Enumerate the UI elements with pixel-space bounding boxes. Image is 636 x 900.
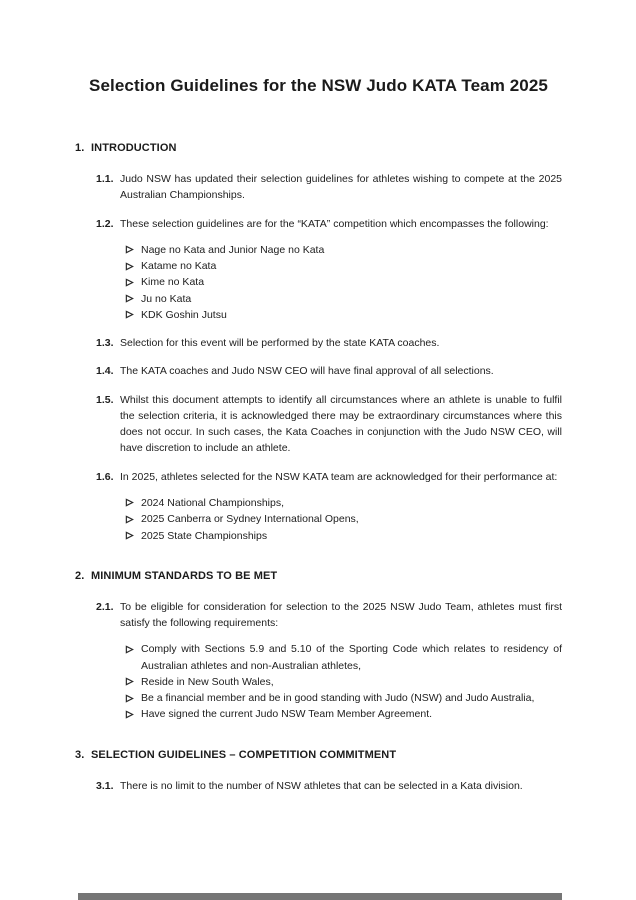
events-list [120, 495, 562, 544]
paragraph-1-4 [75, 363, 562, 379]
bullet-text: Nage no Kata and Junior Nage no Kata [141, 243, 325, 256]
section-number: 3. [75, 748, 85, 761]
arrowhead-bullet-icon [125, 262, 134, 271]
bullet-item [120, 291, 562, 307]
paragraph-number: 1.4. [96, 365, 114, 378]
bullet-item [120, 511, 562, 527]
paragraph-text: In 2025, athletes selected for the NSW KATA team are acknowledged for their performance at: [120, 470, 558, 483]
bullet-text: Reside in New South Wales, [141, 675, 274, 688]
paragraph-text: To be eligible for consideration for selection to the 2025 NSW Judo Team, athletes must first satisfy the following requirements: [120, 600, 562, 630]
arrowhead-bullet-icon [125, 498, 134, 507]
bullet-text: Have signed the current Judo NSW Team Member Agreement. [141, 708, 433, 721]
arrowhead-bullet-icon [125, 710, 134, 719]
bullet-item [120, 258, 562, 274]
paragraph-text: Judo NSW has updated their selection guidelines for athletes wishing to compete at the 2025 Australian Championships. [120, 173, 562, 202]
document-title: Selection Guidelines for the NSW Judo KATA Team 2025 [89, 76, 548, 95]
bullet-text: Katame no Kata [141, 260, 217, 273]
section-heading [75, 570, 562, 582]
bullet-text: Kime no Kata [141, 276, 205, 289]
paragraph-1-3 [75, 335, 562, 351]
bullet-item [120, 242, 562, 258]
section-heading [75, 749, 562, 761]
paragraph-number: 2.1. [96, 600, 114, 613]
paragraph-1-6 [75, 469, 562, 544]
bullet-item [120, 528, 562, 544]
paragraph-number: 1.1. [96, 173, 114, 185]
bullet-text: 2025 State Championships [141, 529, 268, 542]
requirements-list [120, 641, 562, 722]
arrowhead-bullet-icon [125, 677, 134, 686]
paragraph-text: Whilst this document attempts to identify all circumstances where an athlete is unable to fulfil the selection criteria, it is acknowledged there may be extraordinary circumstances where this does not occur. In such cases, the Kata Coaches in conjunction with the Judo NSW CEO, will have discretion to include an athlete. [120, 393, 562, 455]
bullet-text: 2025 Canberra or Sydney International Opens, [141, 513, 359, 526]
section-title: INTRODUCTION [91, 142, 177, 154]
bullet-text: Ju no Kata [141, 292, 192, 305]
bullet-text: Be a financial member and be in good standing with Judo (NSW) and Judo Australia, [141, 692, 535, 705]
bullet-item [120, 706, 562, 722]
arrowhead-bullet-icon [125, 515, 134, 524]
paragraph-1-5 [75, 392, 562, 457]
paragraph-number: 3.1. [96, 779, 114, 792]
paragraph-number: 1.6. [96, 470, 114, 483]
section-introduction [75, 142, 562, 544]
section-number: 1. [75, 142, 85, 154]
paragraph-text: There is no limit to the number of NSW athletes that can be selected in a Kata division. [120, 779, 523, 792]
bullet-item [120, 641, 562, 674]
bullet-text: 2024 National Championships, [141, 496, 285, 509]
section-number: 2. [75, 569, 85, 582]
bullet-text: KDK Goshin Jutsu [141, 308, 227, 321]
paragraph-text: Selection for this event will be performed by the state KATA coaches. [120, 337, 440, 350]
bullet-item [120, 495, 562, 511]
paragraph-number: 1.5. [96, 393, 114, 406]
arrowhead-bullet-icon [125, 278, 134, 287]
bullet-item [120, 674, 562, 690]
section-minimum-standards [75, 570, 562, 723]
arrowhead-bullet-icon [125, 694, 134, 703]
section-title: SELECTION GUIDELINES – COMPETITION COMMITMENT [91, 748, 397, 761]
bullet-item [120, 307, 562, 323]
arrowhead-bullet-icon [125, 531, 134, 540]
paragraph-1-2 [75, 216, 562, 324]
paragraph-number: 1.2. [96, 217, 114, 230]
section-heading [75, 142, 562, 154]
section-competition-commitment [75, 749, 562, 794]
paragraph-1-1 [75, 171, 562, 204]
paragraph-2-1 [75, 599, 562, 723]
bullet-item [120, 690, 562, 706]
paragraph-number: 1.3. [96, 337, 114, 350]
paragraph-text: These selection guidelines are for the “KATA” competition which encompasses the following: [120, 217, 549, 230]
bullet-item [120, 274, 562, 290]
next-page-edge-bar [78, 893, 562, 900]
paragraph-text: The KATA coaches and Judo NSW CEO will have final approval of all selections. [120, 365, 494, 378]
paragraph-3-1 [75, 778, 562, 794]
section-title: MINIMUM STANDARDS TO BE MET [91, 569, 278, 582]
kata-list [120, 242, 562, 323]
arrowhead-bullet-icon [125, 245, 134, 254]
arrowhead-bullet-icon [125, 294, 134, 303]
arrowhead-bullet-icon [125, 645, 134, 654]
bullet-text: Comply with Sections 5.9 and 5.10 of the Sporting Code which relates to residency of Australian athletes and non-Australian athletes, [141, 643, 562, 672]
arrowhead-bullet-icon [125, 310, 134, 319]
